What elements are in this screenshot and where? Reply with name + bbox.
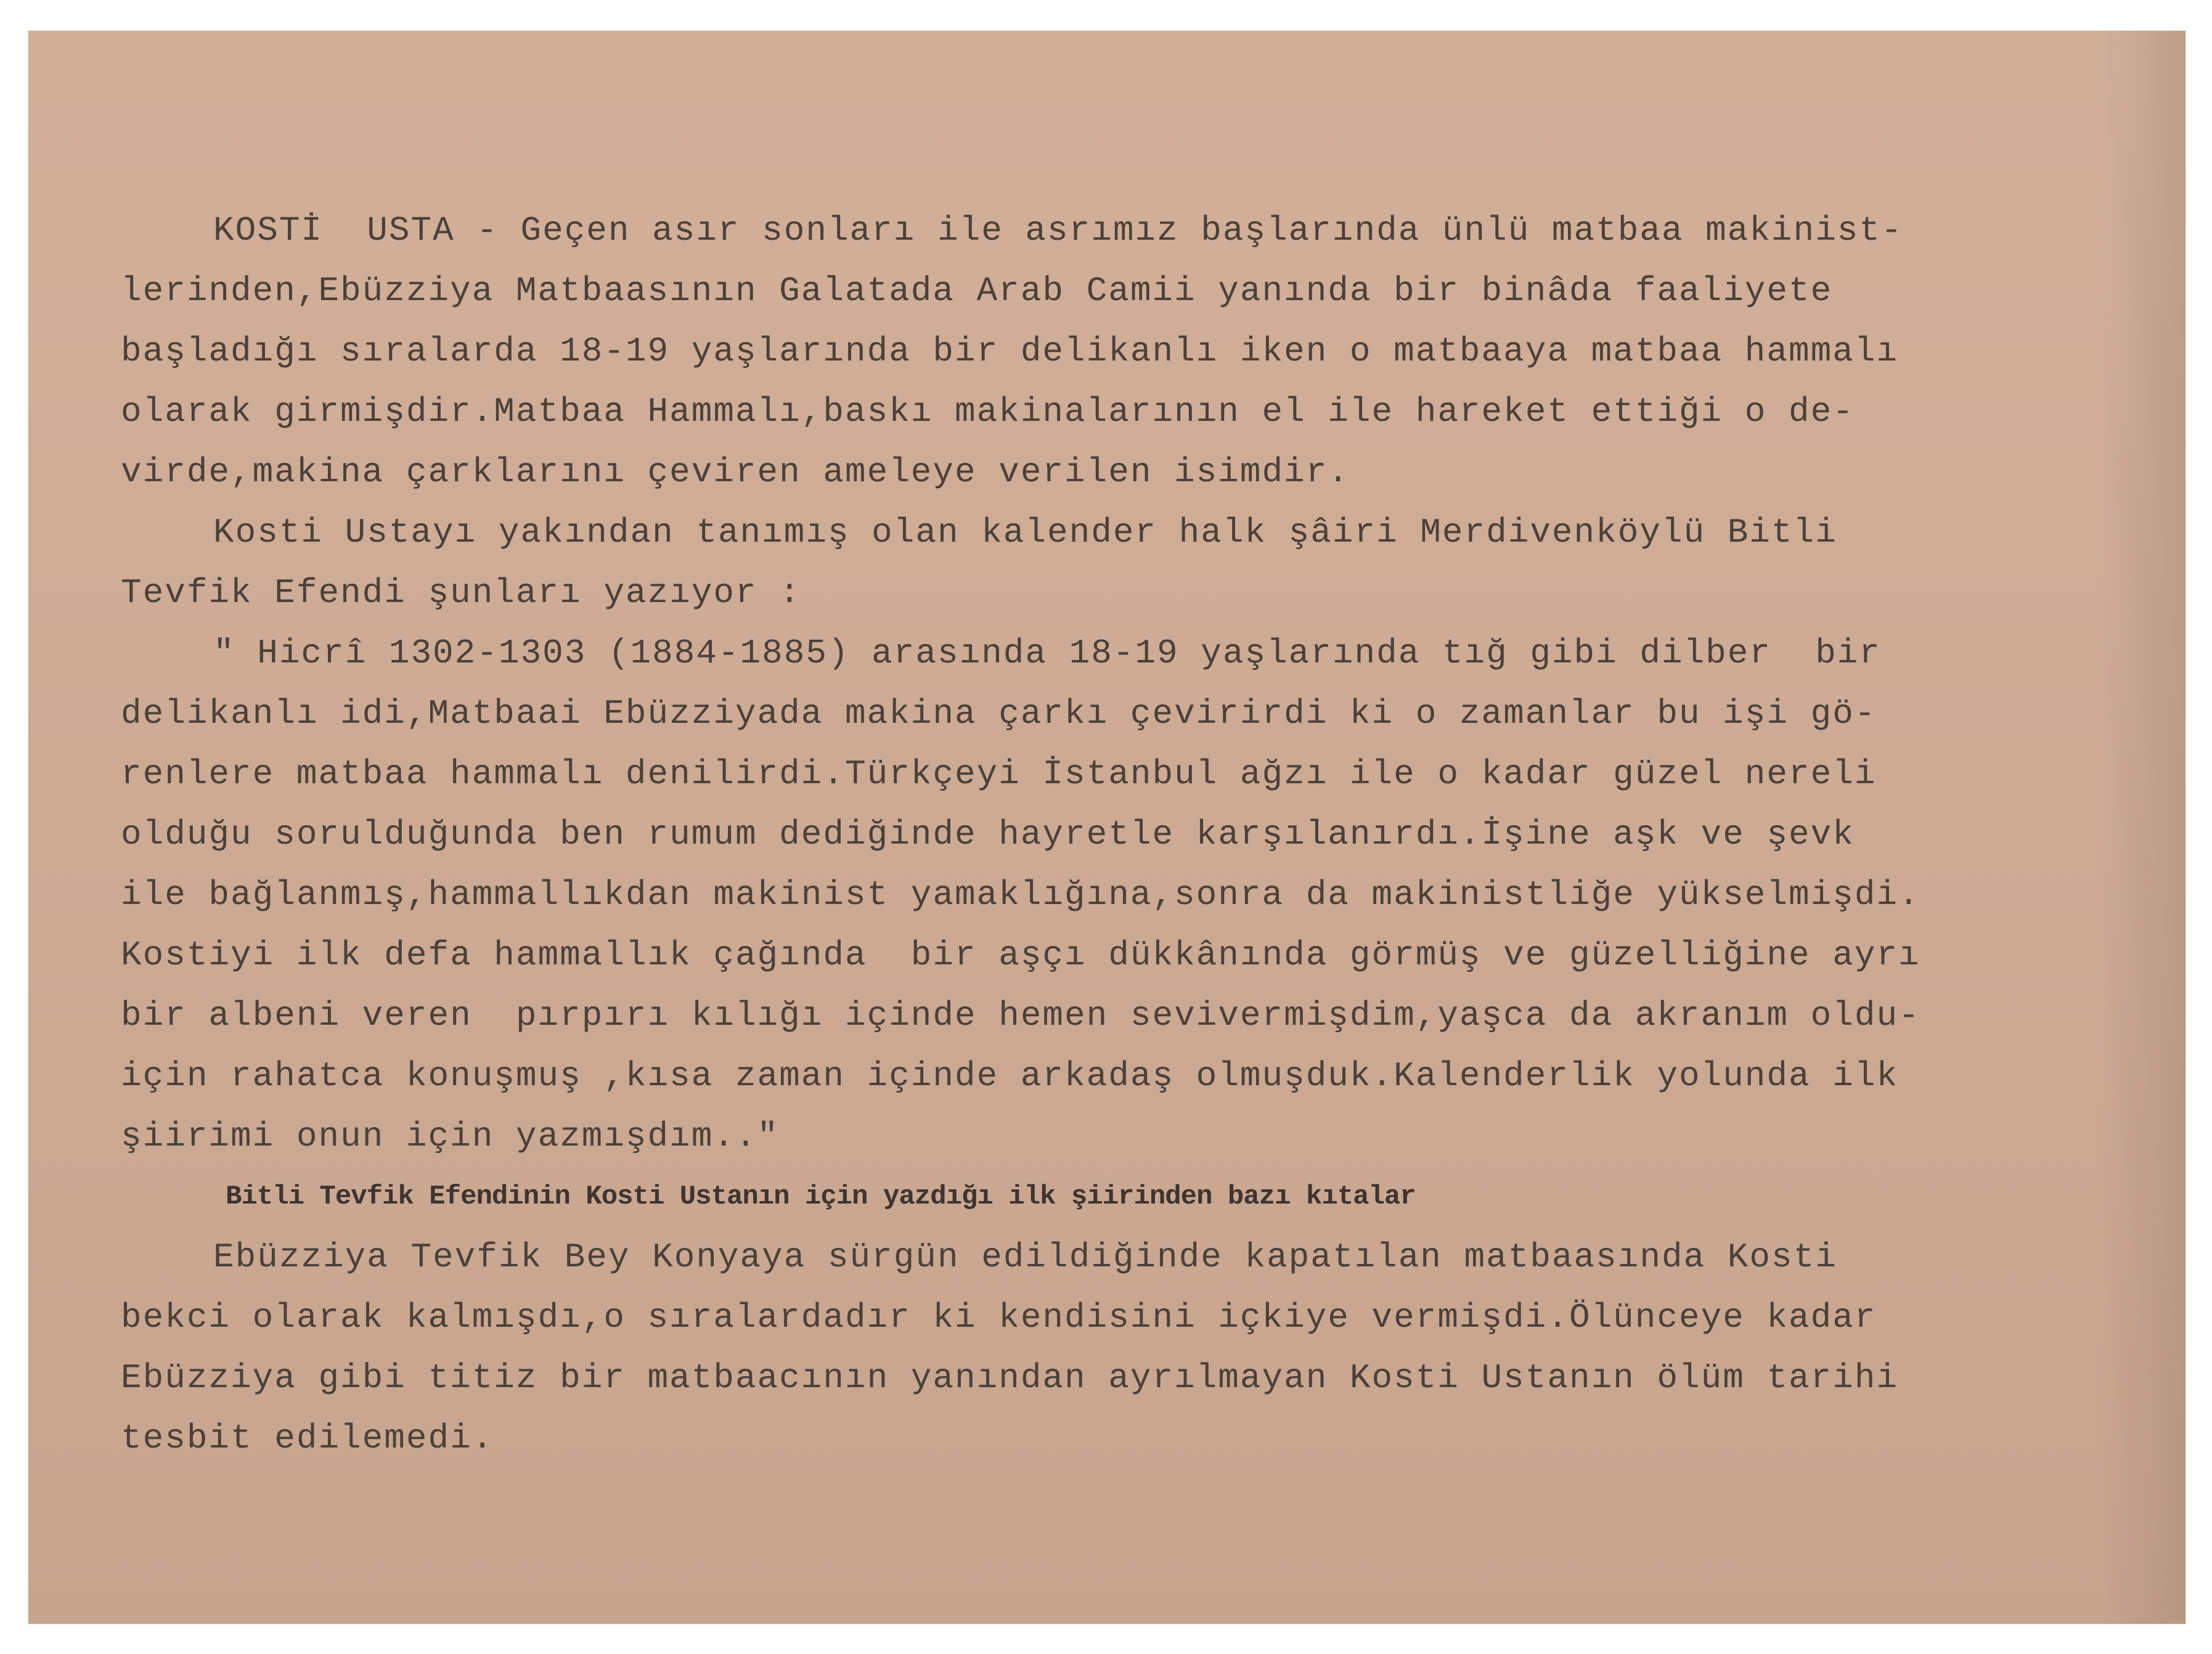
text-line: bekci olarak kalmışdı,o sıralardadır ki kendisini içkiye vermişdi.Ölünceye kadar bbox=[121, 1298, 1877, 1337]
text-line: başladığı sıralarda 18-19 yaşlarında bir delikanlı iken o matbaaya matbaa hammalı bbox=[121, 332, 1899, 371]
text-line: şiirimi onun için yazmışdım.." bbox=[121, 1117, 780, 1156]
text-line: renlere matbaa hammalı denilirdi.Türkçeyi İstanbul ağzı ile o kadar güzel nereli bbox=[121, 754, 1877, 794]
text-line: Ebüzziya Tevfik Bey Konyaya sürgün edildiğinde kapatılan matbaasında Kosti bbox=[213, 1237, 1837, 1277]
text-line: " Hicrî 1302-1303 (1884-1885) arasında 18-19 yaşlarında tığ gibi dilber bir bbox=[213, 633, 1882, 673]
overtyped-line: Bitli Tevfik Efendinin Kosti Ustanın için yazdığı ilk şiirinden bazı kıtalar bbox=[226, 1181, 1416, 1212]
typewritten-page bbox=[28, 31, 2185, 1624]
typed-text-block bbox=[121, 200, 2167, 1469]
text-line: virde,makina çarklarını çeviren ameleye verilen isimdir. bbox=[121, 452, 1350, 492]
text-line: Ebüzziya gibi titiz bir matbaacının yanından ayrılmayan Kosti Ustanın ölüm tarihi bbox=[121, 1358, 1899, 1398]
text-line: Tevfik Efendi şunları yazıyor : bbox=[121, 573, 801, 613]
text-line: Kosti Ustayı yakından tanımış olan kalender halk şâiri Merdivenköylü Bitli bbox=[213, 513, 1837, 552]
text-line: olduğu sorulduğunda ben rumum dediğinde hayretle karşılanırdı.İşine aşk ve şevk bbox=[121, 815, 1855, 854]
text-line: bir albeni veren pırpırı kılığı içinde hemen sevivermişdim,yaşca da akranım oldu- bbox=[121, 996, 1920, 1035]
text-line: olarak girmişdir.Matbaa Hammalı,baskı makinalarının el ile hareket ettiği o de- bbox=[121, 392, 1855, 431]
text-line: için rahatca konuşmuş ,kısa zaman içinde arkadaş olmuşduk.Kalenderlik yolunda ilk bbox=[121, 1056, 1899, 1096]
text-line: lerinden,Ebüzziya Matbaasının Galatada Arab Camii yanında bir binâda faaliyete bbox=[121, 271, 1833, 311]
text-line: KOSTİ USTA - Geçen asır sonları ile asrımız başlarında ünlü matbaa makinist- bbox=[213, 211, 1903, 250]
text-line: ile bağlanmış,hammallıkdan makinist yamaklığına,sonra da makinistliğe yükselmişdi. bbox=[121, 875, 1920, 915]
text-line: delikanlı idi,Matbaai Ebüzziyada makina çarkı çevirirdi ki o zamanlar bu işi gö- bbox=[121, 694, 1877, 733]
text-line: Kostiyi ilk defa hammallık çağında bir aşçı dükkânında görmüş ve güzelliğine ayrı bbox=[121, 935, 1920, 975]
text-line: tesbit edilemedi. bbox=[121, 1419, 494, 1458]
